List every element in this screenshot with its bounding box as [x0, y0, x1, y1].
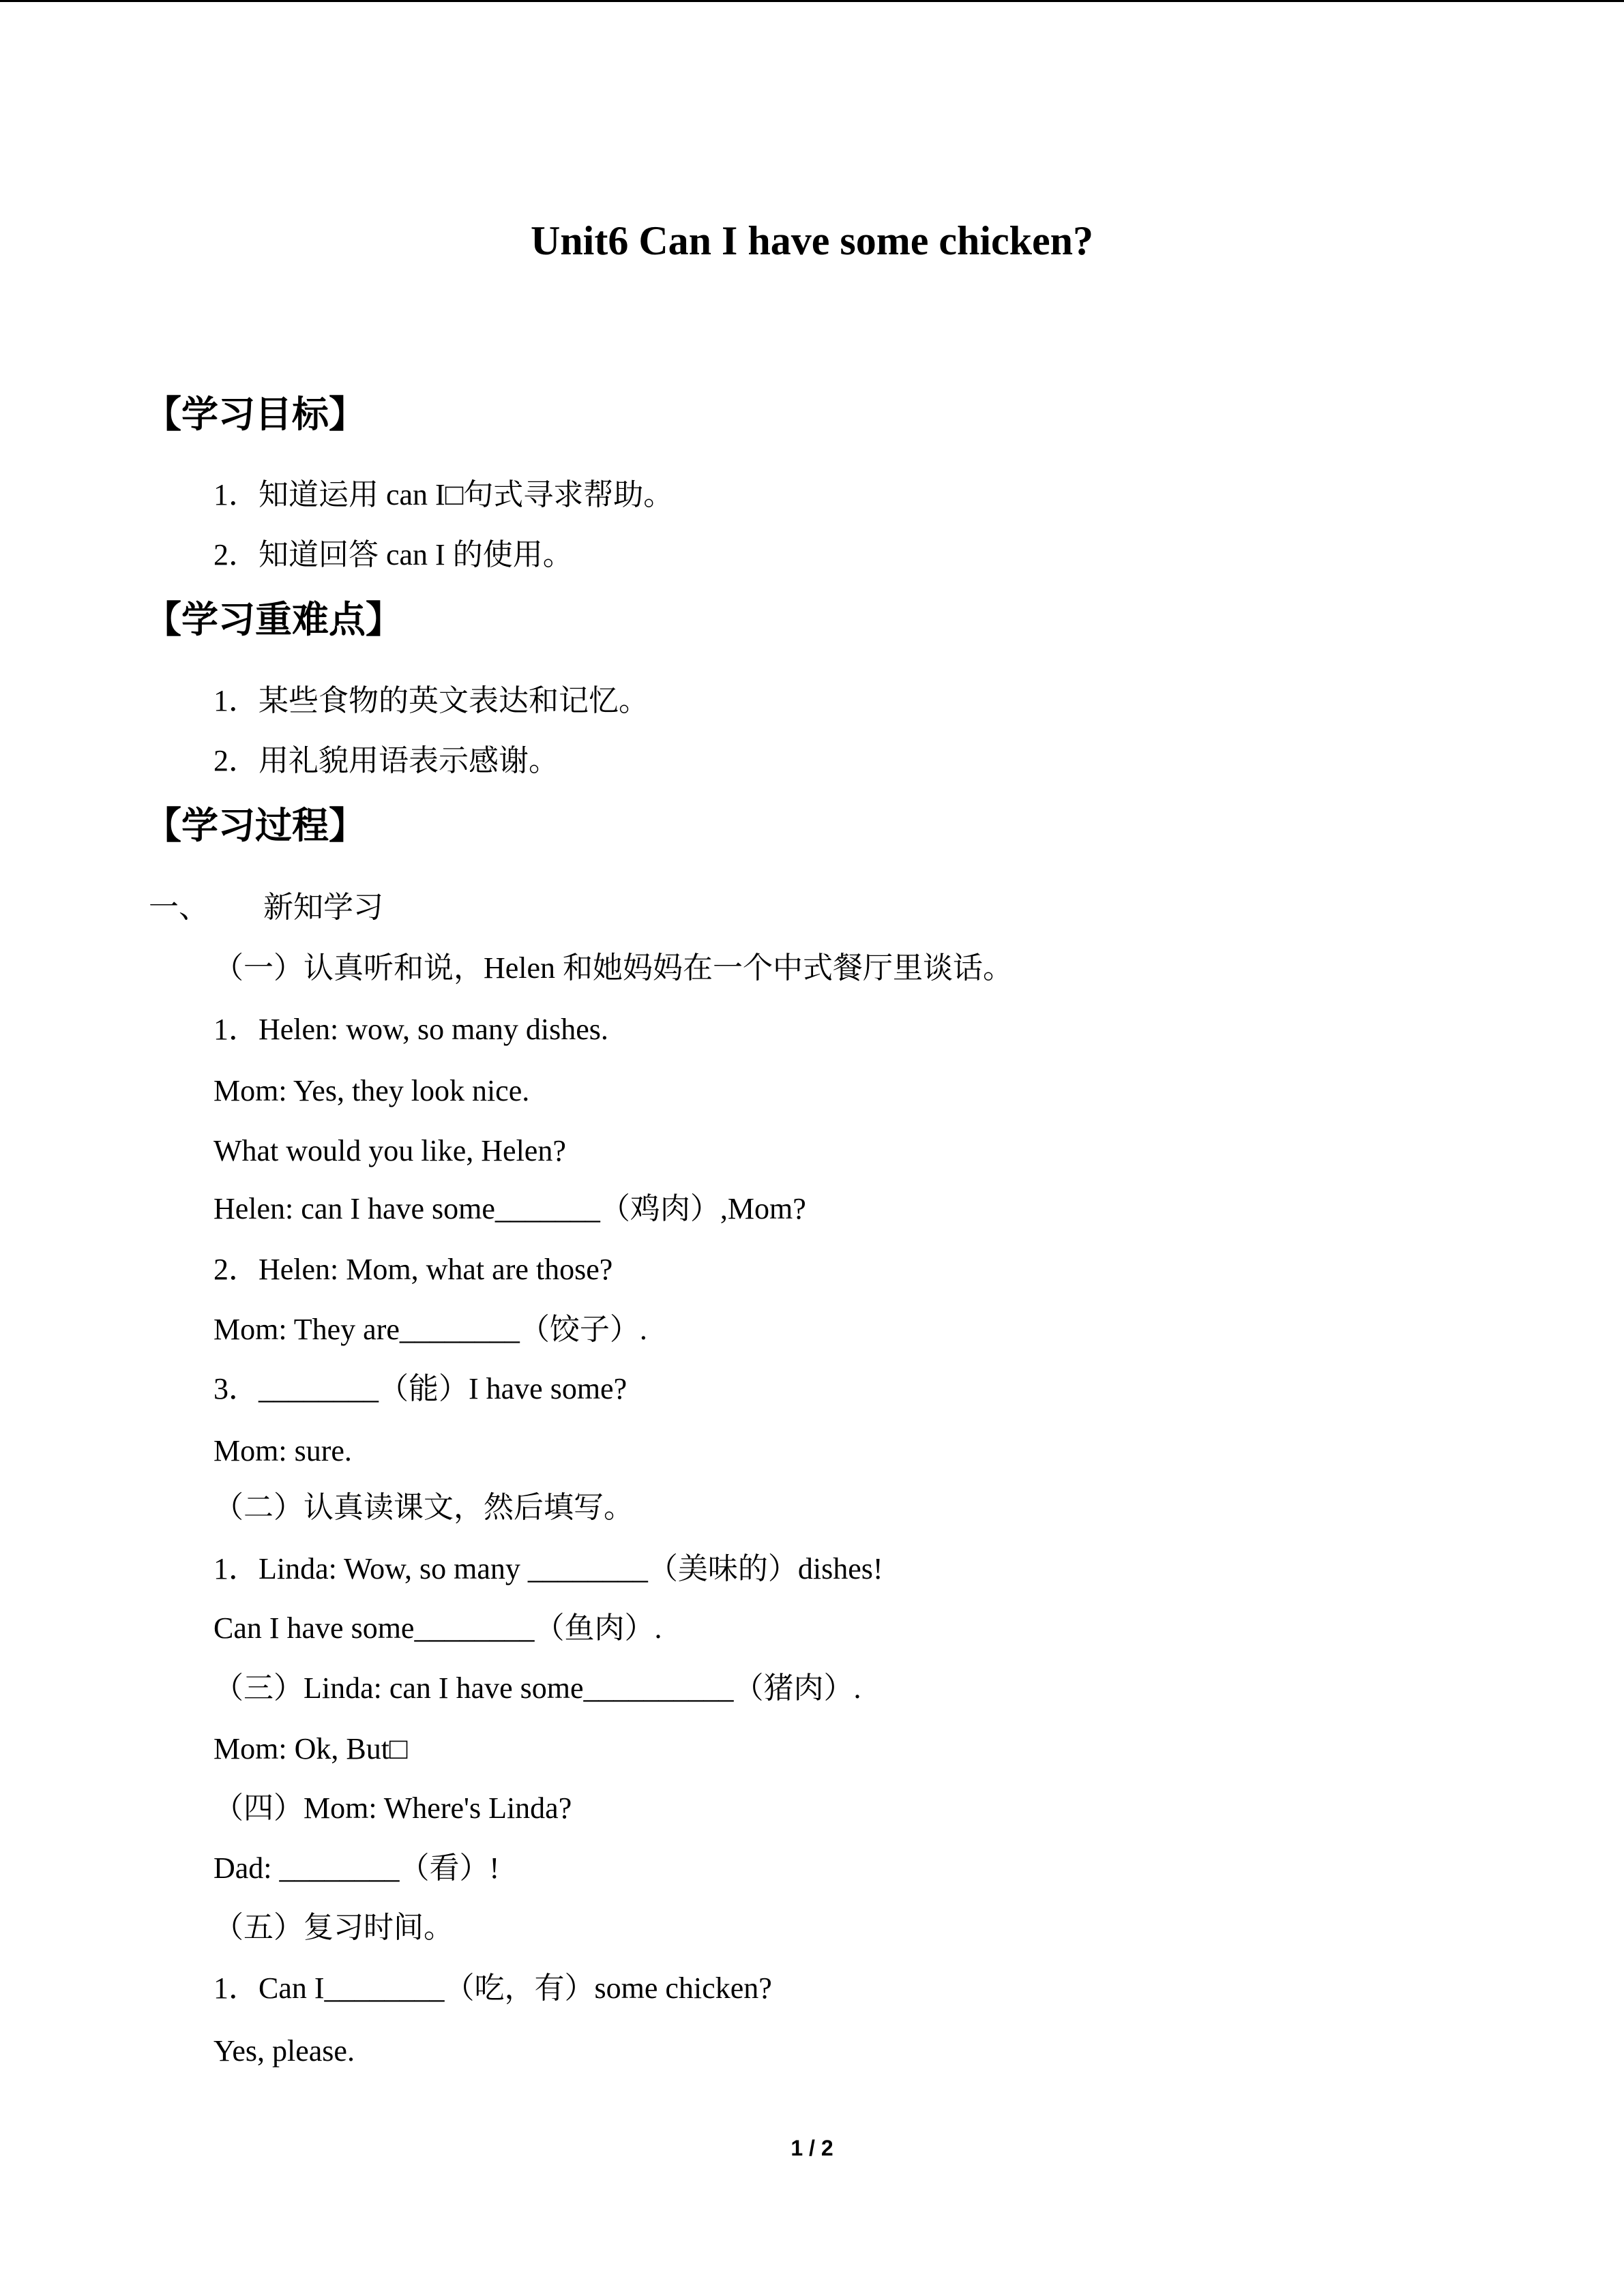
- process-line-19: Yes, please.: [213, 2034, 355, 2068]
- part1-number: 一、: [149, 891, 209, 924]
- process-line-1: （一）认真听和说，Helen 和她妈妈在一个中式餐厅里谈话。: [213, 951, 1014, 985]
- process-line-16: Dad: ________（看）!: [213, 1851, 500, 1885]
- key-points-heading: 【学习重难点】: [145, 598, 402, 641]
- process-line-10: （二）认真读课文，然后填写。: [213, 1491, 634, 1524]
- process-line-15: （四）Mom: Where's Linda?: [213, 1791, 572, 1825]
- process-line-17: （五）复习时间。: [213, 1911, 454, 1944]
- process-heading: 【学习过程】: [145, 804, 366, 847]
- page-title: Unit6 Can I have some chicken?: [530, 218, 1094, 263]
- process-line-7: Mom: They are________（饺子）.: [213, 1313, 647, 1346]
- process-line-11: 1．Linda: Wow, so many ________（美味的）dishes!: [213, 1552, 883, 1585]
- process-line-9: Mom: sure.: [213, 1434, 352, 1467]
- process-line-3: Mom: Yes, they look nice.: [213, 1074, 530, 1107]
- process-line-4: What would you like, Helen?: [213, 1134, 566, 1167]
- process-line-14: Mom: Ok, But□: [213, 1732, 408, 1765]
- key-points-item-1: 1．某些食物的英文表达和记忆。: [213, 684, 649, 717]
- key-points-item-2: 2．用礼貌用语表示感谢。: [213, 744, 559, 777]
- goals-heading: 【学习目标】: [145, 393, 366, 436]
- part1-header: [149, 885, 383, 930]
- process-line-6: 2．Helen: Mom, what are those?: [213, 1253, 613, 1286]
- process-line-8: 3．________（能）I have some?: [213, 1372, 628, 1405]
- page-top-border: [0, 0, 1624, 2]
- process-line-13: （三）Linda: can I have some__________（猪肉）.: [213, 1671, 861, 1705]
- process-line-5: Helen: can I have some_______（鸡肉）,Mom?: [213, 1192, 806, 1225]
- process-line-18: 1．Can I________（吃，有）some chicken?: [213, 1971, 772, 2005]
- process-line-2: 1．Helen: wow, so many dishes.: [213, 1013, 608, 1046]
- goals-item-1: 1．知道运用 can I□句式寻求帮助。: [213, 478, 674, 511]
- part1-title: 新知学习: [263, 891, 383, 924]
- page-number: 1 / 2: [791, 2136, 833, 2160]
- goals-item-2: 2．知道回答 can I 的使用。: [213, 538, 573, 571]
- process-line-12: Can I have some________（鱼肉）.: [213, 1611, 662, 1645]
